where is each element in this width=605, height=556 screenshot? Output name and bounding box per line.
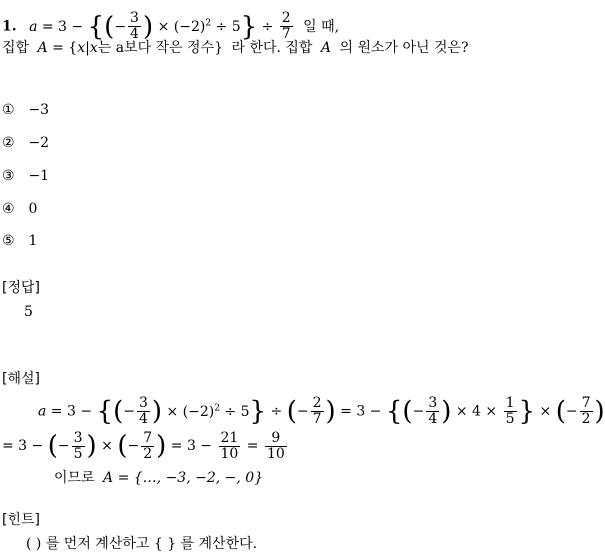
problem-set-definition: A = {x|x xyxy=(37,40,98,56)
choice-2-mark: ② xyxy=(2,135,15,151)
choice-3-mark: ③ xyxy=(2,168,15,184)
problem-line2-middle: 는 xyxy=(97,40,112,56)
choice-2[interactable] xyxy=(2,133,49,153)
problem-line-2: 집합 A = {x|x는 a보다 작은 정수} 라 한다. 집합 A 의 원소가 아닌 것은? xyxy=(2,40,469,56)
problem-line-1 xyxy=(2,6,340,43)
choice-3[interactable] xyxy=(2,166,49,186)
choice-4-value: 0 xyxy=(28,201,38,217)
problem-line2-tail: 의 원소가 아닌 것은? xyxy=(339,40,469,56)
choice-1-value: −3 xyxy=(28,102,50,118)
problem-set-name-ref: A xyxy=(320,40,332,56)
choice-1[interactable] xyxy=(2,100,49,120)
problem-line2-prefix: 집합 xyxy=(2,40,30,56)
solution-conclusion-prefix: 이므로 xyxy=(54,470,95,486)
problem-expression: a = 3 − {(− $\frac{3}{4}$ ) × $(-2)^2 \div 5$} ÷ $\frac{2}{7}$ xyxy=(29,10,291,43)
hint-text: ( ) 를 먼저 계산하고 { } 를 계산한다. xyxy=(26,536,258,552)
choice-5-mark: ⑤ xyxy=(2,233,15,249)
hint-label: [힌트] xyxy=(2,512,40,528)
answer-value: 5 xyxy=(24,304,33,320)
problem-set-description: a보다 작은 정수 xyxy=(115,40,215,56)
problem-number: 1. xyxy=(2,18,17,35)
solution-label: [해설] xyxy=(2,371,40,387)
solution-conclusion-set: A = {…, −3, −2, −, 0} xyxy=(103,470,264,486)
choice-5-value: 1 xyxy=(28,233,38,249)
choice-2-value: −2 xyxy=(28,135,50,151)
choice-3-value: −1 xyxy=(28,168,50,184)
solution-line-2: = 3 − (− $\frac{3}{5}$ ) × (− $\frac{7}{2}$ ) = 3 − $\frac{21}{10}$ = $\frac{9}{10}$ xyxy=(2,429,285,462)
solution-line-1: a = 3 − {(− $\frac{3}{4}$ ) × $(-2)^2 \div 5$} ÷ (− $\frac{2}{7}$ ) = 3 − {(− $\frac{3}{4}$ ) × 4 × $\frac{1}{5}$ } × (− $\frac{7}{2}$ ) xyxy=(38,395,605,428)
choice-4[interactable] xyxy=(2,199,37,219)
problem-line2-suffix: 라 한다. 집합 xyxy=(231,40,313,56)
choice-1-mark: ① xyxy=(2,102,15,118)
solution-conclusion xyxy=(54,468,263,488)
problem-condition-suffix: 일 때, xyxy=(303,18,340,35)
answer-label: [정답] xyxy=(2,280,40,296)
choice-5[interactable] xyxy=(2,231,37,251)
choice-4-mark: ④ xyxy=(2,201,15,217)
